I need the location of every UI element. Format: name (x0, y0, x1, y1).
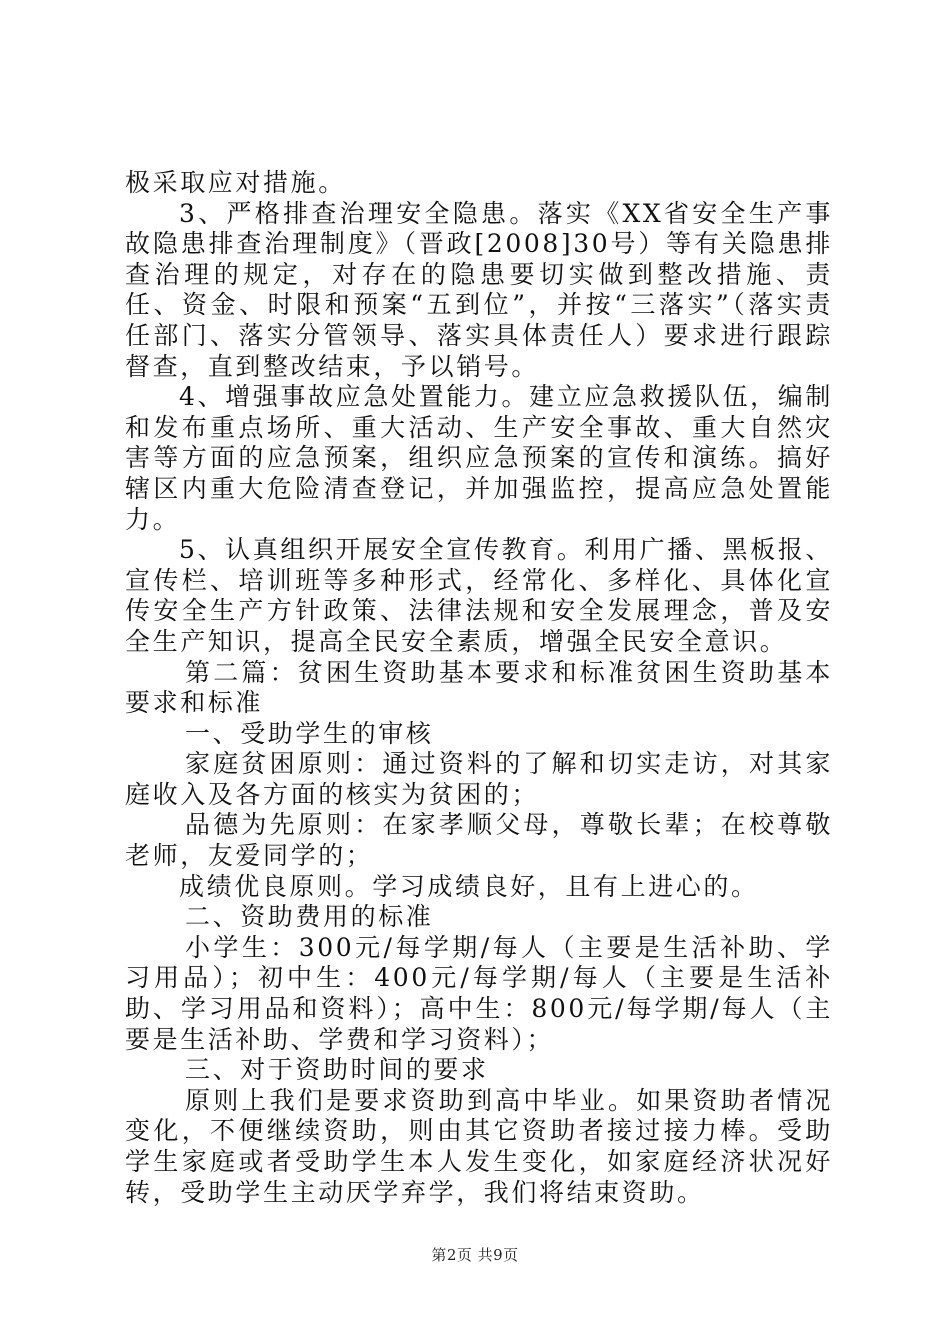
heading-standards: 二、资助费用的标准 (185, 902, 434, 932)
section-title-part-two: 第二篇：贫困生资助基本要求和标准贫困生资助基本要求和标准 (125, 657, 833, 718)
paragraph-standards-detail: 小学生：300元/每学期/每人（主要是生活补助、学习用品）；初中生：400元/每学期/每人（主要是生活补助、学习用品和资料）；高中生：800元/每学期/每人（主要是生活补助、学费和学习资料）； (125, 932, 833, 1054)
paragraph-poverty-principle: 家庭贫困原则：通过资料的了解和切实走访，对其家庭收入及各方面的核实为贫困的； (125, 749, 833, 809)
paragraph-grades-principle: 成绩优良原则。学习成绩良好，且有上进心的。 (179, 871, 759, 901)
page-number-footer: 第2页 共9页 (431, 1246, 519, 1264)
paragraph-item-5: 5、认真组织开展安全宣传教育。利用广播、黑板报、宣传栏、培训班等多种形式，经常化、多样化、具体化宣传安全生产方针政策、法律法规和安全发展理念，普及安全生产知识，提高全民安全素质，增强全民安全意识。 (125, 535, 833, 656)
document-body (125, 168, 833, 1208)
paragraph-morality-principle: 品德为先原则：在家孝顺父母，尊敬长辈；在校尊敬老师，友爱同学的； (125, 810, 833, 871)
paragraph-continuation: 极采取应对措施。 (125, 168, 346, 197)
paragraph-item-4: 4、增强事故应急处置能力。建立应急救援队伍，编制和发布重点场所、重大活动、生产安全事故、重大自然灾害等方面的应急预案，组织应急预案的宣传和演练。搞好辖区内重大危险清查登记，并加强监控，提高应急处置能力。 (125, 382, 833, 534)
heading-review: 一、受助学生的审核 (185, 718, 434, 748)
heading-time-requirement: 三、对于资助时间的要求 (185, 1055, 489, 1085)
paragraph-item-3: 3、严格排查治理安全隐患。落实《XX省安全生产事故隐患排查治理制度》（晋政[2008]30号）等有关隐患排查治理的规定，对存在的隐患要切实做到整改措施、责任、资金、时限和预案“五到位”，并按“三落实”（落实责任部门、落实分管领导、落实具体责任人）要求进行跟踪督查，直到整改结束，予以销号。 (125, 198, 833, 381)
paragraph-time-detail: 原则上我们是要求资助到高中毕业。如果资助者情况变化，不便继续资助，则由其它资助者接过接力棒。受助学生家庭或者受助学生本人发生变化，如家庭经济状况好转，受助学生主动厌学弃学，我们将结束资助。 (125, 1085, 833, 1207)
